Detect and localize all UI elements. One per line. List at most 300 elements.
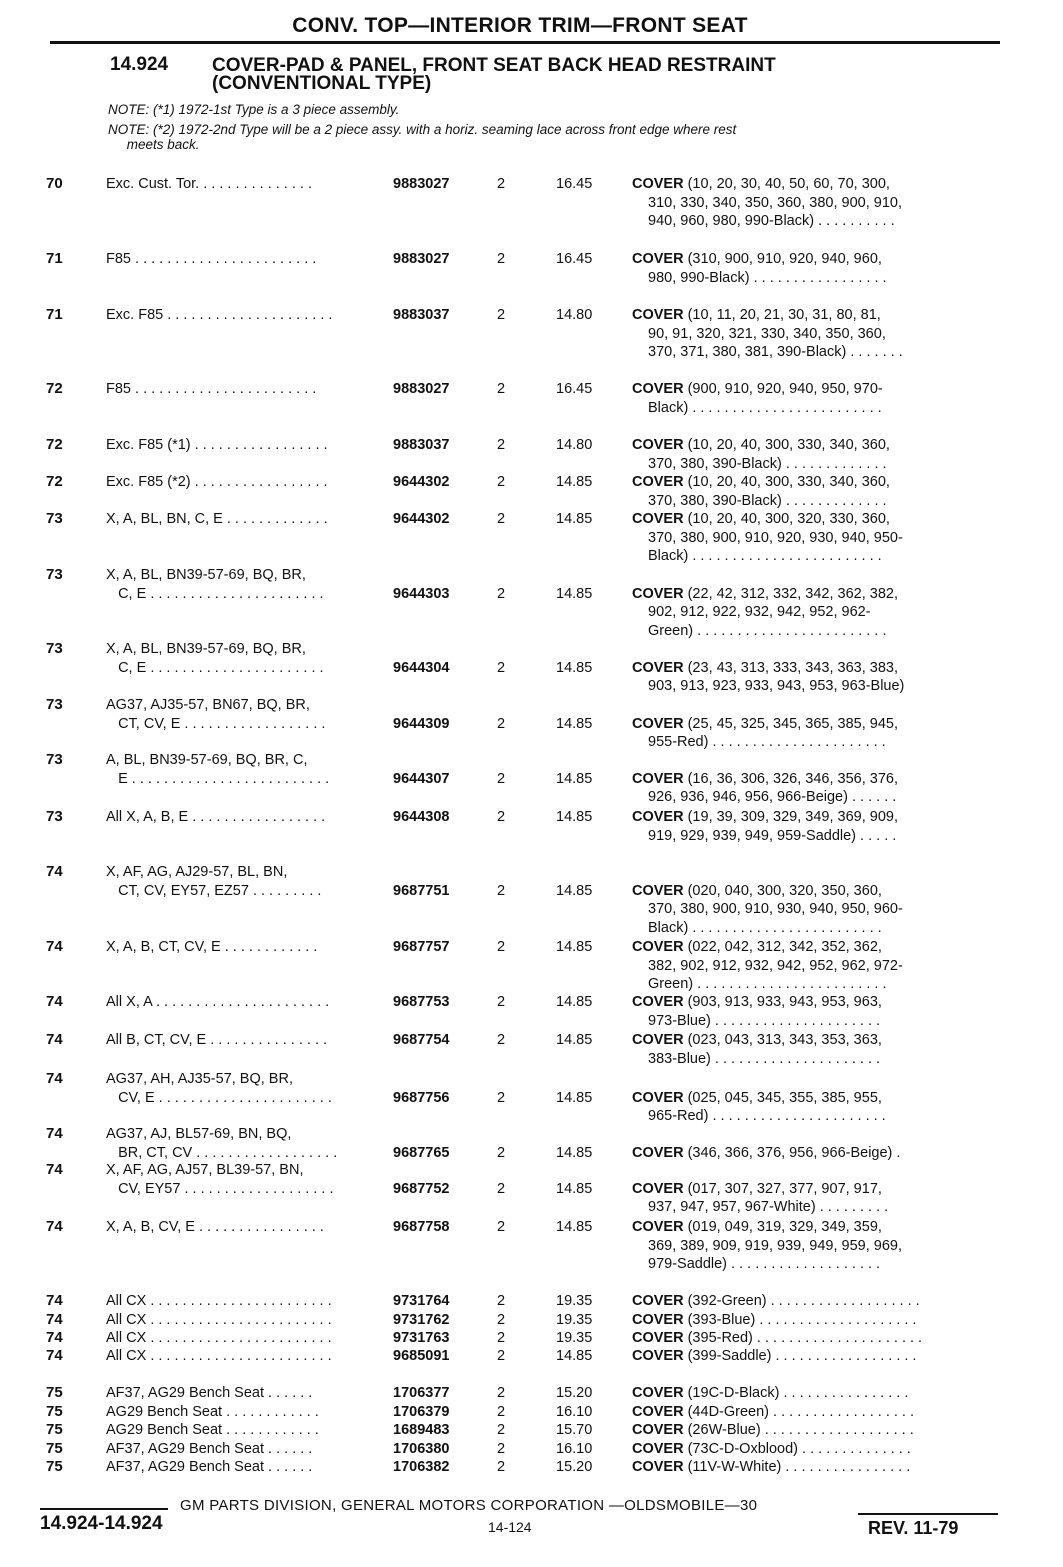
item-name: COVER xyxy=(632,1459,684,1475)
application xyxy=(106,1384,374,1403)
description-line xyxy=(632,1347,997,1366)
price: 14.85 xyxy=(556,770,593,787)
ref-number: 75 xyxy=(46,1403,63,1420)
application-line: BR, CT, CV . . . . . . . . . . . . . . . . . . xyxy=(106,1144,338,1161)
description-line xyxy=(632,1292,997,1311)
part-number: 9687757 xyxy=(393,939,450,955)
price: 14.85 xyxy=(556,939,593,955)
quantity: 2 xyxy=(497,1422,506,1438)
item-name: COVER xyxy=(632,176,684,192)
application-line: All CX . . . . . . . . . . . . . . . . . . . . . . . xyxy=(106,1330,332,1346)
application-line: C, E . . . . . . . . . . . . . . . . . . . . . . xyxy=(106,659,324,676)
application-line: X, A, B, CV, E . . . . . . . . . . . . . . . . xyxy=(106,1219,324,1235)
description-line: 965-Red) . . . . . . . . . . . . . . . . . . . . . . xyxy=(648,1108,886,1124)
item-name: COVER xyxy=(632,474,684,490)
application xyxy=(106,1292,374,1311)
description-line: 370, 380, 900, 910, 920, 930, 940, 950- xyxy=(648,529,903,546)
description-line: Green) . . . . . . . . . . . . . . . . . . . . . . . . xyxy=(648,976,887,992)
part-number: 9883027 xyxy=(393,381,450,397)
part-number: 9644309 xyxy=(393,715,450,732)
price: 14.85 xyxy=(556,882,593,899)
part-number: 9687756 xyxy=(393,1089,450,1106)
description-text: (10, 20, 40, 300, 320, 330, 360, xyxy=(683,511,890,527)
application-line: F85 . . . . . . . . . . . . . . . . . . . . . . . xyxy=(106,251,317,267)
table-row xyxy=(0,1347,1063,1367)
quantity: 2 xyxy=(497,585,506,602)
part-number: 9687752 xyxy=(393,1180,450,1197)
price: 14.85 xyxy=(556,474,593,490)
price: 14.85 xyxy=(556,715,593,732)
part-number: 1706377 xyxy=(393,1385,450,1401)
ref-number: 73 xyxy=(46,510,63,527)
description-line xyxy=(632,1329,997,1348)
application xyxy=(106,993,374,1012)
application xyxy=(106,863,374,900)
ref-number: 74 xyxy=(46,1161,63,1178)
part-number: 1706379 xyxy=(393,1404,450,1420)
description-line xyxy=(632,306,997,325)
description-line: 90, 91, 320, 321, 330, 340, 350, 360, xyxy=(648,325,886,342)
ref-number: 74 xyxy=(46,1292,63,1309)
application-line: AG29 Bench Seat . . . . . . . . . . . . xyxy=(106,1404,319,1420)
price: 14.85 xyxy=(556,511,593,527)
ref-number: 71 xyxy=(46,306,63,323)
part-number: 1689483 xyxy=(393,1422,450,1438)
application-line: X, AF, AG, AJ57, BL39-57, BN, xyxy=(106,1162,304,1178)
table-row xyxy=(0,640,1063,694)
ref-number: 73 xyxy=(46,640,63,657)
application-line: C, E . . . . . . . . . . . . . . . . . . . . . . xyxy=(106,585,324,602)
item-name: COVER xyxy=(632,659,684,676)
application xyxy=(106,1070,374,1107)
ref-number: 74 xyxy=(46,863,63,880)
description-line: 370, 371, 380, 381, 390-Black) . . . . . . . xyxy=(648,344,903,360)
application xyxy=(106,938,374,957)
item-name: COVER xyxy=(632,437,684,453)
item-name: COVER xyxy=(632,1032,684,1048)
application xyxy=(106,1218,374,1237)
application-line: CV, EY57 . . . . . . . . . . . . . . . . . . . xyxy=(106,1180,334,1197)
description-line: 903, 913, 923, 933, 943, 953, 963-Blue) xyxy=(648,678,905,694)
application xyxy=(106,1311,374,1330)
description-line xyxy=(632,510,997,529)
application-line: All CX . . . . . . . . . . . . . . . . . . . . . . . xyxy=(106,1293,332,1309)
quantity: 2 xyxy=(497,1459,506,1475)
table-row xyxy=(0,1218,1063,1272)
description-text: (19, 39, 309, 329, 349, 369, 909, xyxy=(683,809,899,825)
description-text: (23, 43, 313, 333, 343, 363, 383, xyxy=(683,659,899,676)
quantity: 2 xyxy=(497,939,506,955)
application-line: All X, A, B, E . . . . . . . . . . . . . . . . . xyxy=(106,809,326,825)
description-line xyxy=(632,250,997,269)
ref-number: 72 xyxy=(46,380,63,397)
description-line: 973-Blue) . . . . . . . . . . . . . . . . . . . . . xyxy=(648,1012,881,1029)
application-line: X, A, B, CT, CV, E . . . . . . . . . . . . xyxy=(106,939,318,955)
table-row xyxy=(0,863,1063,936)
ref-number: 74 xyxy=(46,1218,63,1235)
application xyxy=(106,640,374,677)
price: 14.85 xyxy=(556,809,593,825)
description-text: (16, 36, 306, 326, 346, 356, 376, xyxy=(683,770,899,787)
section-title-line-1: COVER-PAD & PANEL, FRONT SEAT BACK HEAD RESTRAINT xyxy=(212,55,776,76)
description xyxy=(632,473,997,510)
description xyxy=(632,306,997,362)
ref-number: 71 xyxy=(46,250,63,267)
description-text: (020, 040, 300, 320, 350, 360, xyxy=(683,882,882,899)
description-line xyxy=(632,585,997,604)
application-line: AG29 Bench Seat . . . . . . . . . . . . xyxy=(106,1422,319,1438)
part-number: 9644302 xyxy=(393,474,450,490)
note-1: NOTE: (*1) 1972-1st Type is a 3 piece assembly. xyxy=(108,102,400,117)
part-number: 9687758 xyxy=(393,1219,450,1235)
application-line: All CX . . . . . . . . . . . . . . . . . . . . . . . xyxy=(106,1348,332,1364)
quantity: 2 xyxy=(497,1312,506,1328)
description xyxy=(632,938,997,994)
price: 14.85 xyxy=(556,1219,593,1235)
description-line: 370, 380, 390-Black) . . . . . . . . . . . . . xyxy=(648,492,887,509)
description xyxy=(632,1218,997,1274)
section-title-line-2: (CONVENTIONAL TYPE) xyxy=(212,73,432,94)
section-title xyxy=(212,57,776,93)
application xyxy=(106,250,374,269)
application xyxy=(106,1161,374,1198)
price: 14.80 xyxy=(556,307,593,323)
table-row xyxy=(0,1440,1063,1460)
description-line xyxy=(632,938,997,957)
description-line: 926, 936, 946, 956, 966-Beige) . . . . . . xyxy=(648,789,897,805)
price: 16.45 xyxy=(556,176,593,192)
table-row xyxy=(0,1458,1063,1478)
table-row xyxy=(0,696,1063,750)
item-name: COVER xyxy=(632,882,684,899)
application xyxy=(106,1125,374,1162)
description xyxy=(632,1384,997,1403)
description-text: (10, 20, 40, 300, 330, 340, 360, xyxy=(683,474,890,490)
quantity: 2 xyxy=(497,659,506,676)
item-name: COVER xyxy=(632,1089,684,1106)
description-line xyxy=(632,770,997,789)
description xyxy=(632,175,997,231)
table-row xyxy=(0,436,1063,472)
application xyxy=(106,1458,374,1477)
item-name: COVER xyxy=(632,809,684,825)
price: 14.85 xyxy=(556,585,593,602)
quantity: 2 xyxy=(497,1293,506,1309)
application-line: Exc. Cust. Tor. . . . . . . . . . . . . . . xyxy=(106,176,313,192)
price: 16.45 xyxy=(556,251,593,267)
description xyxy=(632,1347,997,1366)
description-text: (022, 042, 312, 342, 352, 362, xyxy=(683,939,882,955)
price: 15.70 xyxy=(556,1422,593,1438)
ref-number: 75 xyxy=(46,1384,63,1401)
part-number: 9644308 xyxy=(393,809,450,825)
application xyxy=(106,306,374,325)
description xyxy=(632,1403,997,1422)
description xyxy=(632,1180,997,1217)
ref-number: 75 xyxy=(46,1421,63,1438)
description xyxy=(632,882,997,938)
footer-revision: REV. 11-79 xyxy=(868,1518,959,1538)
description-line: 955-Red) . . . . . . . . . . . . . . . . . . . . . . xyxy=(648,734,886,750)
ref-number: 73 xyxy=(46,566,63,583)
ref-number: 74 xyxy=(46,993,63,1010)
description xyxy=(632,715,997,752)
description xyxy=(632,1421,997,1440)
application xyxy=(106,510,374,529)
item-name: COVER xyxy=(632,1348,684,1364)
table-row xyxy=(0,1031,1063,1067)
description-line: 370, 380, 900, 910, 930, 940, 950, 960- xyxy=(648,901,903,917)
ref-number: 74 xyxy=(46,1311,63,1328)
part-number: 1706380 xyxy=(393,1441,450,1457)
ref-number: 72 xyxy=(46,436,63,453)
price: 14.85 xyxy=(556,994,593,1010)
ref-number: 74 xyxy=(46,1031,63,1048)
application-line: All B, CT, CV, E . . . . . . . . . . . . . . . xyxy=(106,1032,328,1048)
ref-number: 75 xyxy=(46,1440,63,1457)
part-number: 9644307 xyxy=(393,770,450,787)
note-2: NOTE: (*2) 1972-2nd Type will be a 2 piece assy. with a horiz. seaming lace across front edge where rest xyxy=(108,122,737,137)
description-text: (023, 043, 313, 343, 353, 363, xyxy=(683,1032,882,1048)
item-name: COVER xyxy=(632,1404,684,1420)
application xyxy=(106,473,374,492)
description-line: Black) . . . . . . . . . . . . . . . . . . . . . . . . xyxy=(648,548,882,564)
application-line: AG37, AJ, BL57-69, BN, BQ, xyxy=(106,1126,292,1142)
description xyxy=(632,1144,997,1163)
ref-number: 74 xyxy=(46,1070,63,1087)
quantity: 2 xyxy=(497,1089,506,1106)
footer-rule-right xyxy=(858,1513,998,1515)
description xyxy=(632,1458,997,1477)
application-line: AF37, AG29 Bench Seat . . . . . . xyxy=(106,1385,313,1401)
description-text: (26W-Blue) . . . . . . . . . . . . . . . . . . . xyxy=(683,1422,914,1438)
part-number: 9883037 xyxy=(393,307,450,323)
table-row xyxy=(0,751,1063,805)
item-name: COVER xyxy=(632,1180,684,1197)
application-line: All X, A . . . . . . . . . . . . . . . . . . . . . . xyxy=(106,994,330,1010)
item-name: COVER xyxy=(632,1293,684,1309)
description-text: (44D-Green) . . . . . . . . . . . . . . . . . . xyxy=(683,1404,915,1420)
quantity: 2 xyxy=(497,437,506,453)
description xyxy=(632,1440,997,1459)
table-row xyxy=(0,1384,1063,1404)
price: 15.20 xyxy=(556,1385,593,1401)
part-number: 9644303 xyxy=(393,585,450,602)
table-row xyxy=(0,1311,1063,1331)
quantity: 2 xyxy=(497,381,506,397)
description-line xyxy=(632,1311,997,1330)
description-line xyxy=(632,1089,997,1108)
item-name: COVER xyxy=(632,1312,684,1328)
application xyxy=(106,696,374,733)
description-text: (903, 913, 933, 943, 953, 963, xyxy=(683,994,882,1010)
application-line: X, A, BL, BN39-57-69, BQ, BR, xyxy=(106,567,306,583)
description-line xyxy=(632,659,997,678)
table-row xyxy=(0,1421,1063,1441)
price: 14.85 xyxy=(556,1180,593,1197)
part-number: 9731763 xyxy=(393,1330,450,1346)
application-line: Exc. F85 (*2) . . . . . . . . . . . . . . . . . xyxy=(106,474,328,490)
application xyxy=(106,1421,374,1440)
price: 19.35 xyxy=(556,1293,593,1309)
part-number: 9687765 xyxy=(393,1144,450,1161)
description-text: (025, 045, 345, 355, 385, 955, xyxy=(683,1089,882,1106)
ref-number: 74 xyxy=(46,1125,63,1142)
description xyxy=(632,808,997,845)
table-row xyxy=(0,306,1063,360)
page-header-title: CONV. TOP—INTERIOR TRIM—FRONT SEAT xyxy=(292,14,748,37)
application-line: CT, CV, E . . . . . . . . . . . . . . . . . . xyxy=(106,715,326,732)
description xyxy=(632,585,997,641)
part-number: 9883037 xyxy=(393,437,450,453)
quantity: 2 xyxy=(497,1385,506,1401)
description-line xyxy=(632,1458,997,1477)
description-text: (73C-D-Oxblood) . . . . . . . . . . . . . . xyxy=(683,1441,911,1457)
table-row xyxy=(0,175,1063,229)
description-text: (10, 20, 40, 300, 330, 340, 360, xyxy=(683,437,890,453)
description-text: (399-Saddle) . . . . . . . . . . . . . . . . . . xyxy=(683,1348,917,1364)
ref-number: 73 xyxy=(46,751,63,768)
description xyxy=(632,993,997,1030)
quantity: 2 xyxy=(497,176,506,192)
item-name: COVER xyxy=(632,770,684,787)
description-text: (392-Green) . . . . . . . . . . . . . . . . . . . xyxy=(683,1293,920,1309)
price: 14.85 xyxy=(556,659,593,676)
ref-number: 74 xyxy=(46,1329,63,1346)
table-row xyxy=(0,1292,1063,1312)
price: 19.35 xyxy=(556,1330,593,1346)
ref-number: 75 xyxy=(46,1458,63,1475)
quantity: 2 xyxy=(497,251,506,267)
description-text: (25, 45, 325, 345, 365, 385, 945, xyxy=(683,715,899,732)
item-name: COVER xyxy=(632,1385,684,1401)
item-name: COVER xyxy=(632,994,684,1010)
quantity: 2 xyxy=(497,994,506,1010)
item-name: COVER xyxy=(632,1441,684,1457)
ref-number: 74 xyxy=(46,1347,63,1364)
description-line: 937, 947, 957, 967-White) . . . . . . . . . xyxy=(648,1199,889,1215)
part-number: 9685091 xyxy=(393,1348,450,1364)
description-text: (11V-W-White) . . . . . . . . . . . . . . . . xyxy=(683,1459,911,1475)
part-number: 9687754 xyxy=(393,1032,450,1048)
description xyxy=(632,659,997,696)
table-row xyxy=(0,473,1063,509)
application xyxy=(106,1031,374,1050)
part-number: 9687753 xyxy=(393,994,450,1010)
ref-number: 73 xyxy=(46,808,63,825)
table-row xyxy=(0,1329,1063,1349)
price: 16.10 xyxy=(556,1404,593,1420)
description-line xyxy=(632,175,997,194)
description-text: (310, 900, 910, 920, 940, 960, xyxy=(683,251,882,267)
description xyxy=(632,1031,997,1068)
part-number: 9731762 xyxy=(393,1312,450,1328)
description-line: 310, 330, 340, 350, 360, 380, 900, 910, xyxy=(648,194,902,211)
description-text: (346, 366, 376, 956, 966-Beige) . xyxy=(683,1144,901,1161)
quantity: 2 xyxy=(497,1219,506,1235)
description-line xyxy=(632,882,997,901)
description-text: (017, 307, 327, 377, 907, 917, xyxy=(683,1180,882,1197)
description xyxy=(632,770,997,807)
description-text: (900, 910, 920, 940, 950, 970- xyxy=(683,381,883,397)
description-line: Green) . . . . . . . . . . . . . . . . . . . . . . . . xyxy=(648,622,887,639)
item-name: COVER xyxy=(632,585,684,602)
description-line: 940, 960, 980, 990-Black) . . . . . . . . . . xyxy=(648,213,895,229)
footer-section-range: 14.924-14.924 xyxy=(40,1513,163,1534)
quantity: 2 xyxy=(497,715,506,732)
quantity: 2 xyxy=(497,809,506,825)
description-text: (19C-D-Black) . . . . . . . . . . . . . . . . xyxy=(683,1385,909,1401)
description xyxy=(632,1329,997,1348)
price: 14.85 xyxy=(556,1089,593,1106)
footer-publisher: GM PARTS DIVISION, GENERAL MOTORS CORPORATION —OLDSMOBILE—30 xyxy=(180,1497,758,1514)
table-row xyxy=(0,380,1063,416)
application-line: X, A, BL, BN39-57-69, BQ, BR, xyxy=(106,641,306,657)
price: 16.10 xyxy=(556,1441,593,1457)
item-name: COVER xyxy=(632,511,684,527)
quantity: 2 xyxy=(497,882,506,899)
ref-number: 70 xyxy=(46,175,63,192)
description-text: (10, 20, 30, 40, 50, 60, 70, 300, xyxy=(683,176,890,192)
quantity: 2 xyxy=(497,1144,506,1161)
ref-number: 73 xyxy=(46,696,63,713)
table-row xyxy=(0,510,1063,564)
quantity: 2 xyxy=(497,1441,506,1457)
description xyxy=(632,380,997,417)
application-line: Exc. F85 (*1) . . . . . . . . . . . . . . . . . xyxy=(106,437,328,453)
description-line xyxy=(632,993,997,1012)
ref-number: 74 xyxy=(46,938,63,955)
price: 14.80 xyxy=(556,437,593,453)
item-name: COVER xyxy=(632,1144,684,1161)
description xyxy=(632,1292,997,1311)
description-line xyxy=(632,1384,997,1403)
table-row xyxy=(0,993,1063,1029)
footer-page-number: 14-124 xyxy=(488,1519,532,1535)
price: 16.45 xyxy=(556,381,593,397)
application-line: AG37, AH, AJ35-57, BQ, BR, xyxy=(106,1071,293,1087)
part-number: 1706382 xyxy=(393,1459,450,1475)
application-line: CT, CV, EY57, EZ57 . . . . . . . . . xyxy=(106,882,322,899)
table-row xyxy=(0,938,1063,992)
application-line: Exc. F85 . . . . . . . . . . . . . . . . . . . . . xyxy=(106,307,333,323)
description-line xyxy=(632,1218,997,1237)
description-line xyxy=(632,1031,997,1050)
part-number: 9687751 xyxy=(393,882,450,899)
table-row xyxy=(0,566,1063,639)
description-line xyxy=(632,473,997,492)
description-line xyxy=(632,436,997,455)
quantity: 2 xyxy=(497,307,506,323)
quantity: 2 xyxy=(497,1180,506,1197)
table-row xyxy=(0,1403,1063,1423)
item-name: COVER xyxy=(632,1330,684,1346)
description-line: 369, 389, 909, 919, 939, 949, 959, 969, xyxy=(648,1237,902,1254)
ref-number: 72 xyxy=(46,473,63,490)
application-line: F85 . . . . . . . . . . . . . . . . . . . . . . . xyxy=(106,381,317,397)
application-line: X, AF, AG, AJ29-57, BL, BN, xyxy=(106,864,288,880)
application xyxy=(106,1347,374,1366)
description xyxy=(632,250,997,287)
quantity: 2 xyxy=(497,511,506,527)
application xyxy=(106,1403,374,1422)
part-number: 9731764 xyxy=(393,1293,450,1309)
part-number: 9644304 xyxy=(393,659,450,676)
quantity: 2 xyxy=(497,474,506,490)
item-name: COVER xyxy=(632,939,684,955)
description-text: (393-Blue) . . . . . . . . . . . . . . . . . . . . xyxy=(683,1312,917,1328)
application-line: AF37, AG29 Bench Seat . . . . . . xyxy=(106,1441,313,1457)
